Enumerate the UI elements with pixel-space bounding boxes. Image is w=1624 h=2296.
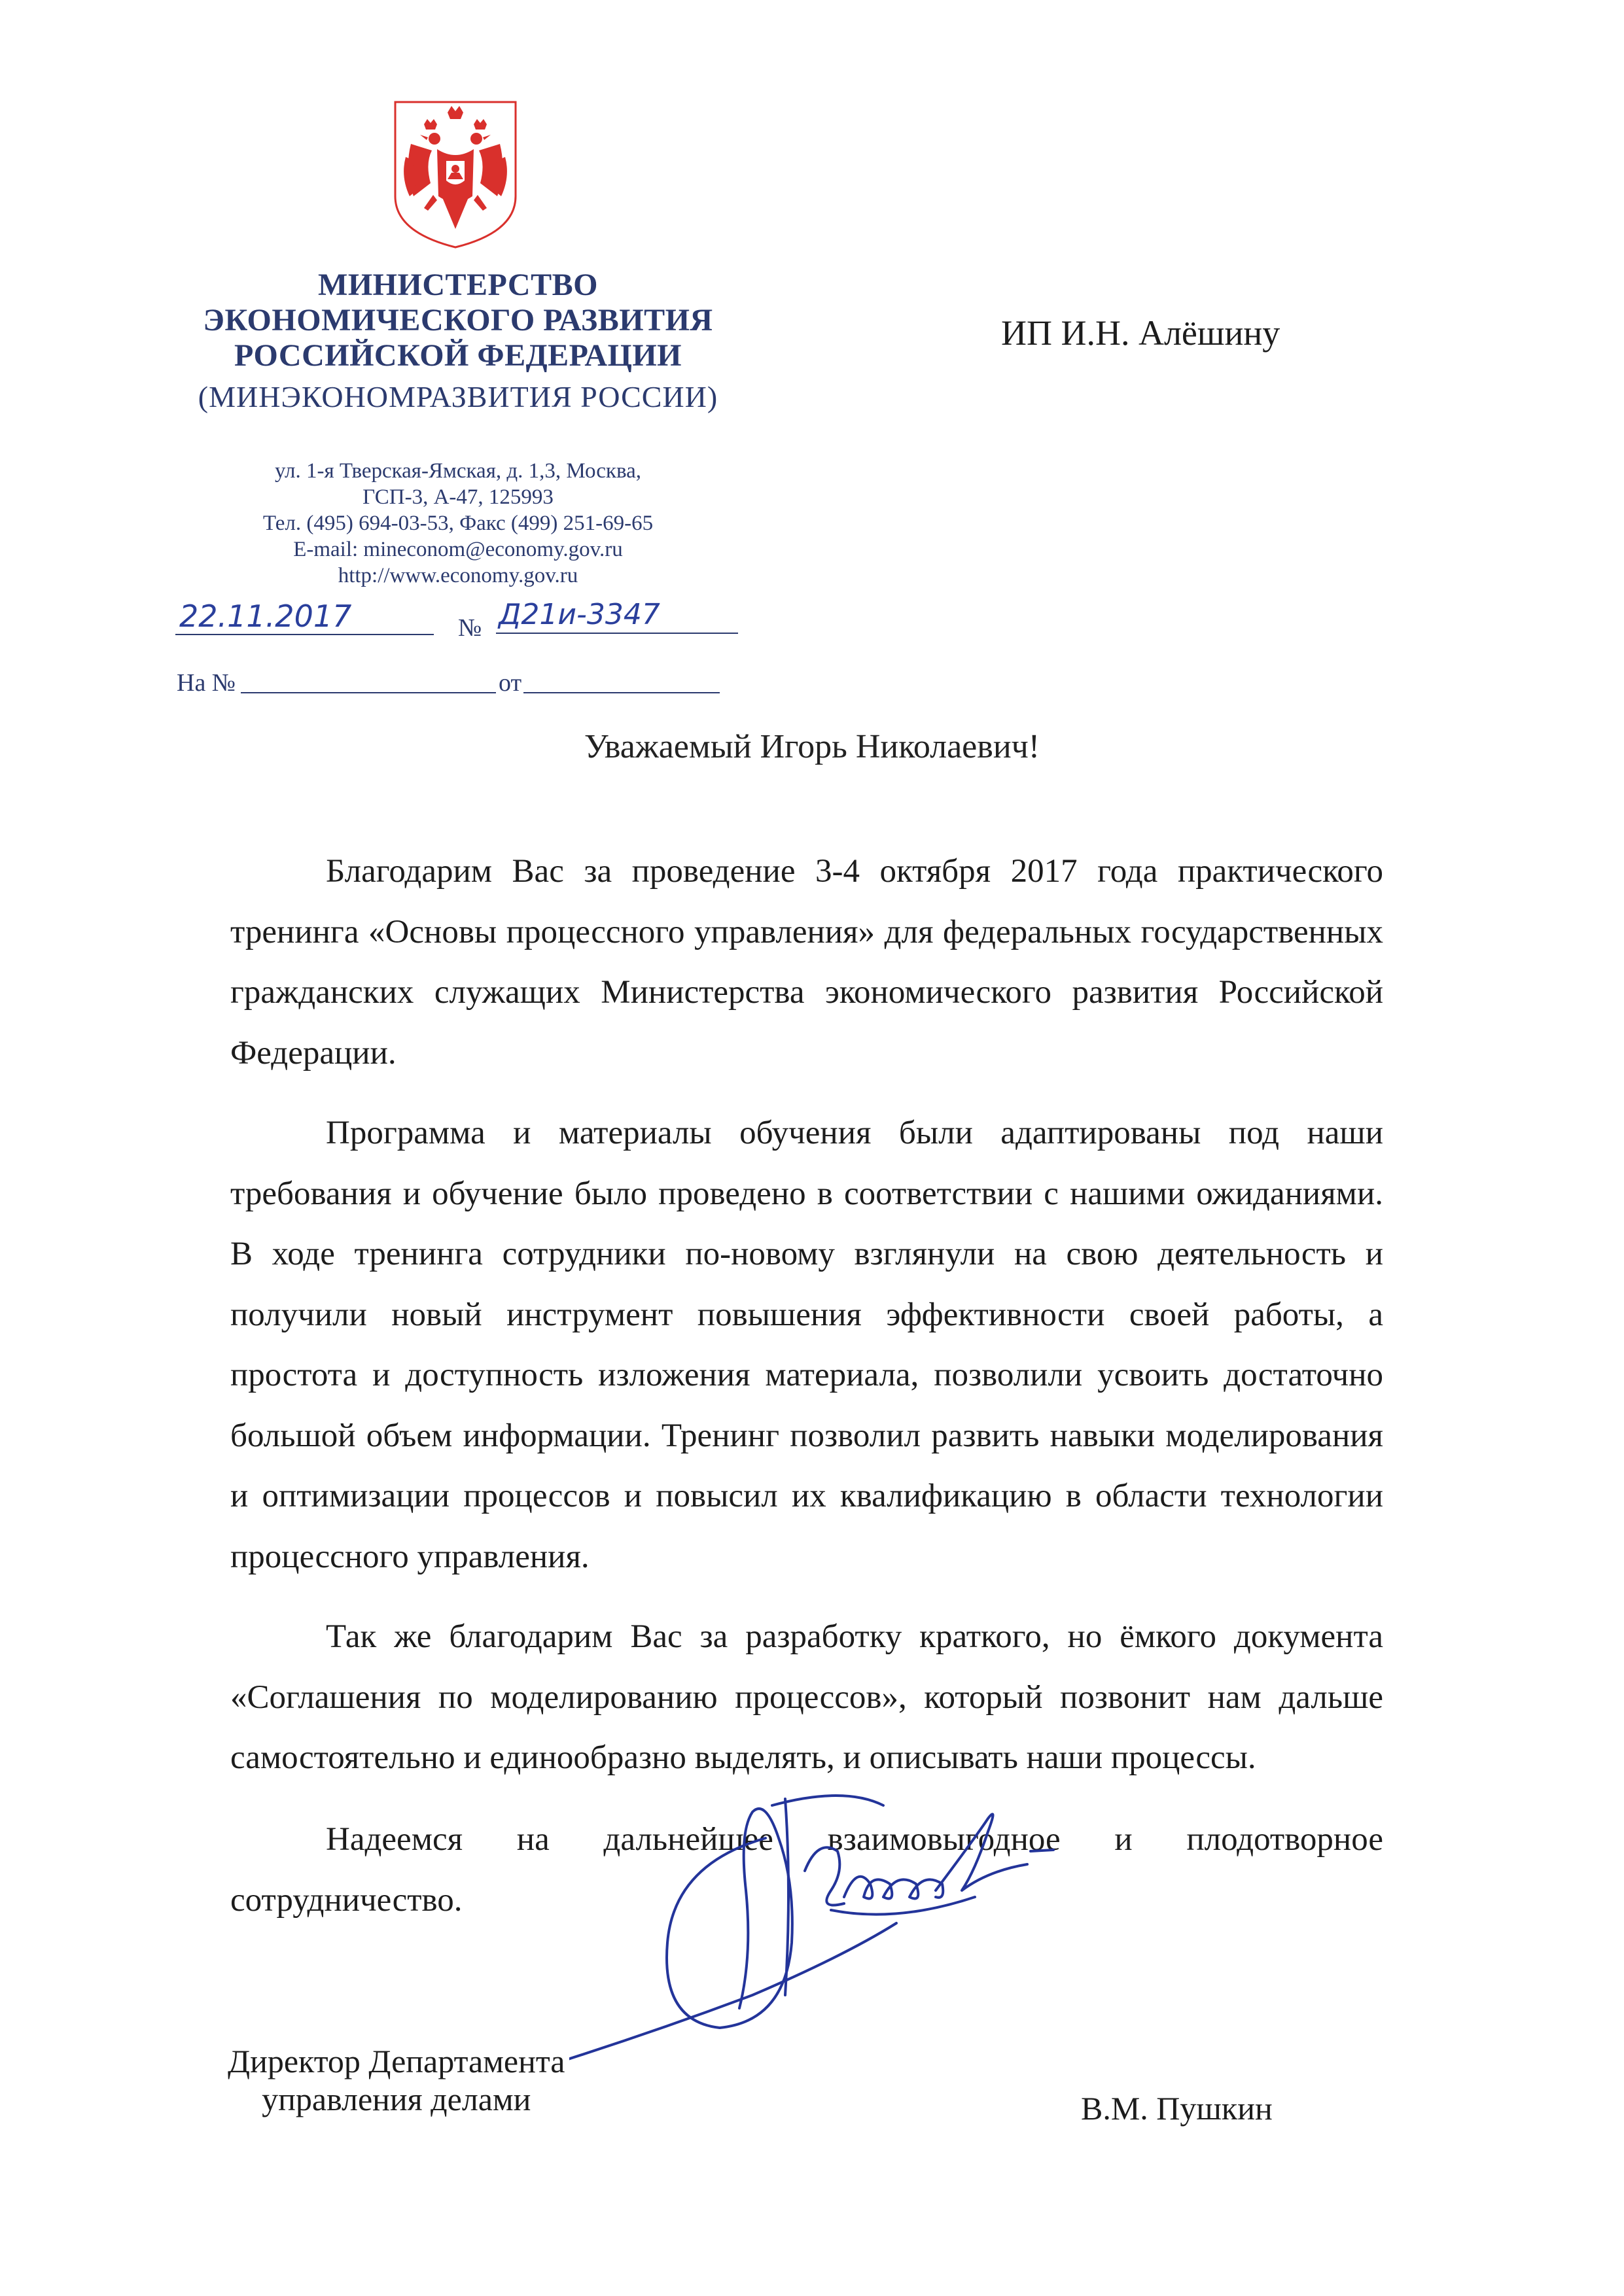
signatory-title-line: управления делами <box>262 2081 531 2117</box>
reference-date-field <box>523 692 720 693</box>
registration-date-text: 22.11.2017 <box>179 599 352 634</box>
signatory-title-line: Директор Департамента <box>228 2043 565 2079</box>
body-paragraph: Благодарим Вас за проведение 3-4 октября 2017 года практического тренинга «Основы процессного управления» для федеральных государственных гражданских служащих Министерства экономического развития Российской Федерации. <box>230 853 1383 1071</box>
address-line: ул. 1-я Тверская-Ямская, д. 1,3, Москва, <box>275 459 641 483</box>
salutation: Уважаемый Игорь Николаевич! <box>584 728 1040 765</box>
org-name-line: РОССИЙСКОЙ ФЕДЕРАЦИИ <box>234 338 682 373</box>
registration-date <box>175 594 434 641</box>
org-name-line: МИНИСТЕРСТВО <box>318 268 598 302</box>
reference-number-label: На № <box>177 669 236 697</box>
email-line: E-mail: mineconom@economy.gov.ru <box>293 538 623 561</box>
address-line: ГСП-3, А-47, 125993 <box>362 485 554 509</box>
reference-date-label: от <box>499 669 522 697</box>
body-paragraph: Так же благодарим Вас за разработку краткого, но ёмкого документа «Соглашения по моделированию процессов», который позвонит нам дальше самостоятельно и единообразно выделять, и описывать наши процессы. <box>230 1618 1383 1776</box>
org-short-name: (МИНЭКОНОМРАЗВИТИЯ РОССИИ) <box>198 380 718 413</box>
coat-of-arms-icon <box>391 98 520 250</box>
website-line: http://www.economy.gov.ru <box>338 564 578 587</box>
body-paragraph: Надеемся на дальнейшее взаимовыгодное и плодотворное сотрудничество. <box>230 1821 1383 1919</box>
recipient: ИП И.Н. Алёшину <box>1001 313 1280 353</box>
registration-number <box>496 593 738 640</box>
phone-line: Тел. (495) 694-03-53, Факс (499) 251-69-65 <box>262 512 654 535</box>
org-name <box>170 270 746 372</box>
body-paragraph: Программа и материалы обучения были адаптированы под наши требования и обучение было проведено в соответствии с нашими ожиданиями. В ходе тренинга сотрудники по-новому взглянули на свою деятельность и получили новый инструмент повышения эффективности своей работы, а простота и доступность изложения материала, позволили усвоить достаточно большой объем информации. Тренинг позволил развить навыки моделирования и оптимизации процессов и повысил их квалификацию в области технологии процессного управления. <box>230 1115 1383 1575</box>
registration-number-label: № <box>458 614 482 642</box>
signature-icon <box>569 1760 1106 2087</box>
registration-number-text: Д21и-3347 <box>499 598 660 631</box>
address-block <box>170 458 746 589</box>
reference-number-field <box>241 692 496 693</box>
signatory-name: В.М. Пушкин <box>1081 2090 1273 2127</box>
signatory-title <box>228 2042 565 2118</box>
org-name-line: ЭКОНОМИЧЕСКОГО РАЗВИТИЯ <box>203 303 713 338</box>
